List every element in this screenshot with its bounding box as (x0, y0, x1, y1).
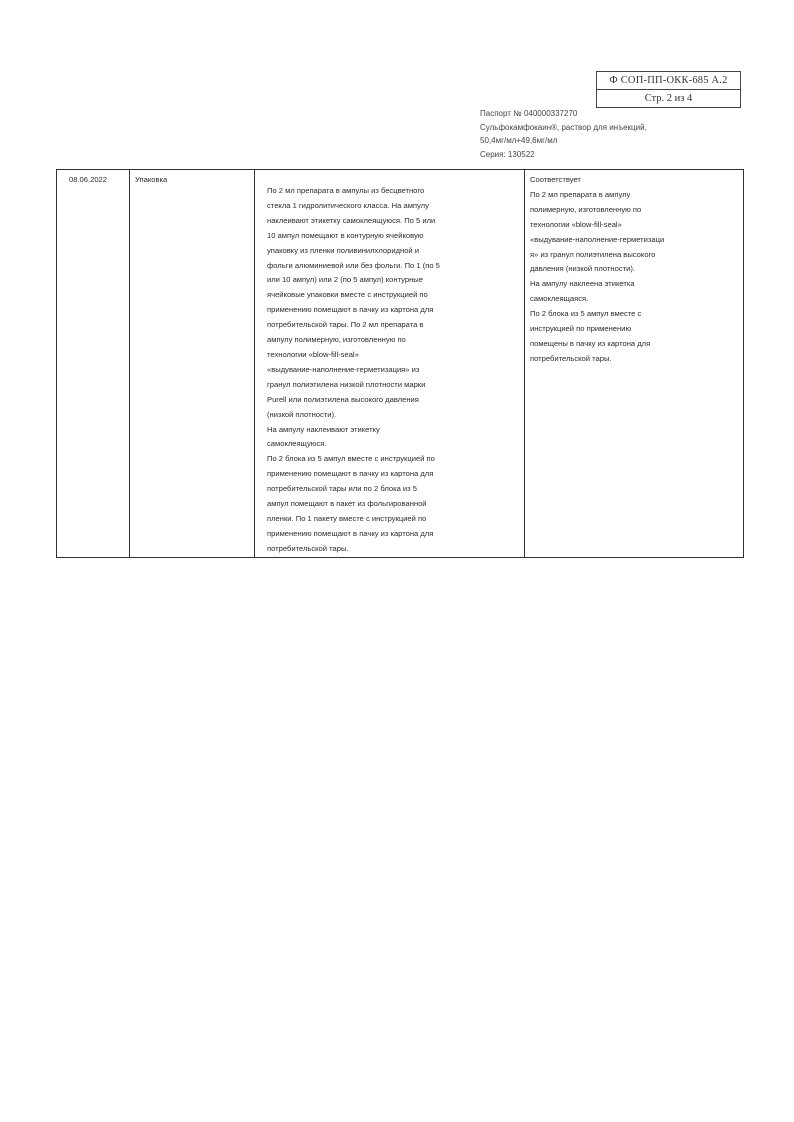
product-dosage: 50,4мг/мл+49,6мг/мл (480, 136, 558, 145)
text-line: потребительской тары. По 2 мл препарата в (267, 320, 424, 330)
text-line: «выдувание-наполнение-герметизаци (530, 234, 665, 244)
indicator-name: Упаковка (135, 175, 168, 184)
text-line: я» из гранул полиэтилена высокого (530, 249, 656, 259)
text-line: По 2 блока из 5 ампул вместе с (530, 309, 642, 319)
passport-block (480, 107, 720, 161)
text-line: инструкцией по применению (530, 324, 632, 334)
text-line: или 10 ампул) или 2 (по 5 ампул) контурные (267, 275, 423, 285)
result-cell (525, 170, 744, 558)
text-line: применению помещают в пачку из картона для (267, 469, 434, 479)
text-line: Соответствует (530, 175, 581, 184)
form-code-box (596, 71, 741, 108)
test-date: 08.06.2022 (69, 175, 108, 184)
specification-cell (255, 170, 525, 558)
text-line: Purell или полиэтилена высокого давления (267, 394, 419, 404)
text-line: (низкой плотности). (267, 409, 337, 419)
text-line: самоклеящуюся. (267, 439, 327, 449)
text-line: потребительской тары. (267, 543, 349, 553)
page-number: Стр. 2 из 4 (644, 93, 693, 104)
passport-number: Паспорт № 040000337270 (480, 109, 578, 118)
text-line: По 2 блока из 5 ампул вместе с инструкцией по (267, 454, 435, 464)
form-code: Ф СОП-ПП-ОКК-685 А.2 (597, 72, 740, 90)
text-line: упаковку из пленки поливинилхлоридной и (267, 245, 420, 255)
text-line: гранул полиэтилена низкой плотности марки (267, 379, 426, 389)
table-row (57, 170, 744, 558)
batch-number: Серия: 130522 (480, 149, 535, 159)
text-line: технологии «blow-fill-seal» (530, 219, 622, 229)
text-line: самоклеящаяся. (530, 294, 589, 304)
text-line: 10 ампул помещают в контурную ячейковую (267, 230, 424, 240)
text-line: По 2 мл препарата в ампулы из бесцветного (267, 186, 425, 195)
text-line: стекла 1 гидролитического класса. На ампулу (267, 200, 429, 210)
text-line: полимерную, изготовленную по (530, 204, 642, 214)
text-line: применению помещают в пачку из картона для (267, 528, 434, 538)
text-line: По 2 мл препарата в ампулу (530, 189, 631, 199)
text-line: На ампулу наклеена этикетка (530, 279, 635, 289)
date-cell (57, 170, 130, 558)
text-line: применению помещают в пачку из картона для (267, 305, 434, 315)
text-line: ампул помещают в пакет из фольгированной (267, 499, 427, 509)
text-line: ампулу полимерную, изготовленную по (267, 335, 406, 345)
text-line: На ампулу наклеивают этикетку (267, 424, 380, 434)
text-line: «выдувание-наполнение-герметизация» из (267, 364, 420, 374)
indicator-cell (130, 170, 255, 558)
text-line: пленки. По 1 пакету вместе с инструкцией по (267, 513, 427, 523)
text-line: потребительской тары или по 2 блока из 5 (267, 484, 417, 494)
text-line: фольги алюминиевой или без фольги. По 1 (по 5 (267, 260, 440, 270)
results-table (56, 169, 744, 558)
product-name: Сульфокамфокаин®, раствор для инъекций, (480, 122, 647, 132)
text-line: давления (низкой плотности). (530, 264, 635, 274)
text-line: помещены в пачку из картона для (530, 338, 651, 348)
text-line: ячейковые упаковки вместе с инструкцией по (267, 290, 428, 300)
result-text (525, 170, 743, 367)
text-line: наклеивают этикетку самоклеящуюся. По 5 или (267, 215, 436, 225)
text-line: потребительской тары. (530, 353, 612, 363)
text-line: технологии «blow-fill-seal» (267, 349, 359, 359)
specification-text (255, 170, 524, 557)
